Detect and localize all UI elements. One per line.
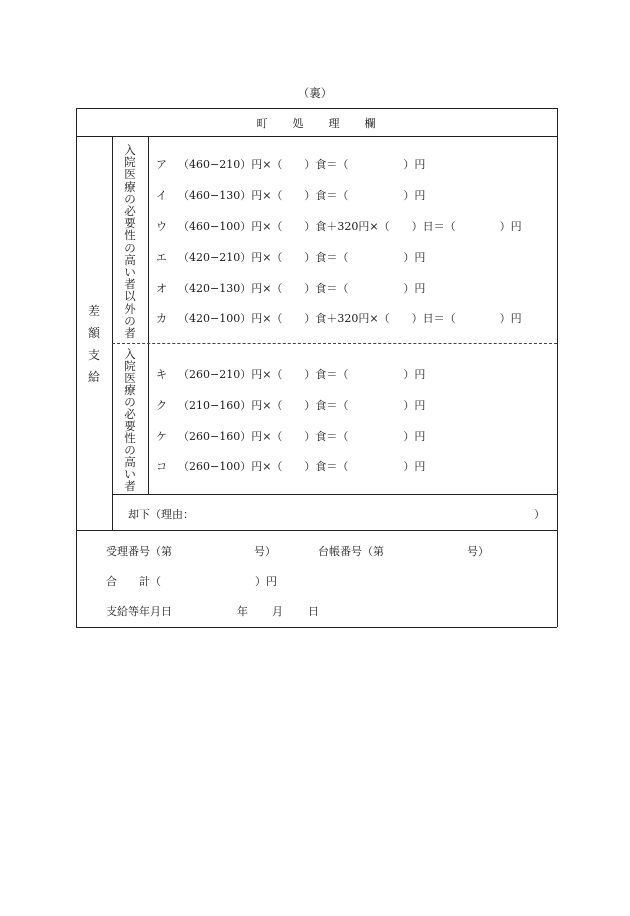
payment-date-label: 支給等年月日 (106, 605, 172, 618)
total-label: 合 計（ (106, 575, 161, 588)
receipt-number-label: 受理番号（第 (106, 545, 172, 558)
group-a-label: 入 院 医 療 の 必 要 性 の 高 い 者 以 外 の 者 (124, 143, 136, 341)
differential-payment-label: 差 額 支 給 (87, 304, 100, 384)
frame-top (76, 108, 557, 109)
group-separator (112, 343, 557, 344)
row-kana: オ (156, 282, 167, 295)
group-label-divider (148, 136, 149, 494)
ledger-number-field[interactable] (384, 541, 464, 557)
total-field[interactable] (166, 571, 254, 587)
receipt-number-suffix: 号） (254, 545, 276, 558)
rejection-close-paren: ） (534, 508, 545, 521)
rejection-top-line (112, 494, 557, 495)
row-formula[interactable]: （260−160）円×（ ）食＝（ ）円 (178, 430, 426, 443)
row-kana: ク (156, 399, 167, 412)
row-kana: イ (156, 189, 167, 202)
frame-bottom (76, 627, 557, 628)
group-b-label: 入 院 医 療 の 必 要 性 の 高 い 者 (124, 347, 136, 493)
row-formula[interactable]: （460−210）円×（ ）食＝（ ）円 (178, 158, 426, 171)
row-kana: エ (156, 251, 167, 264)
row-formula[interactable]: （460−100）円×（ ）食＋320円×（ ）日＝（ ）円 (178, 220, 522, 233)
frame-left (76, 108, 77, 627)
receipt-number-field[interactable] (172, 541, 252, 557)
page-side-label: （裏） (297, 86, 333, 100)
row-kana: ウ (156, 220, 167, 233)
frame-right (557, 108, 558, 627)
row-formula[interactable]: （260−100）円×（ ）食＝（ ）円 (178, 460, 426, 473)
row-kana: キ (156, 368, 167, 381)
row-formula[interactable]: （420−210）円×（ ）食＝（ ）円 (178, 251, 426, 264)
payment-date-month: 月 (272, 605, 283, 618)
rejection-label: 却下（理由： (128, 508, 194, 521)
total-suffix: ）円 (255, 575, 277, 588)
label-column-divider (112, 136, 113, 530)
payment-date-field[interactable] (180, 601, 320, 617)
ledger-number-label: 台帳番号（第 (318, 545, 384, 558)
row-kana: カ (156, 312, 167, 325)
section-title: 町 処 理 欄 (256, 117, 377, 130)
ledger-number-suffix: 号） (467, 545, 489, 558)
row-formula[interactable]: （460−130）円×（ ）食＝（ ）円 (178, 189, 426, 202)
row-kana: ア (156, 158, 167, 171)
row-formula[interactable]: （420−100）円×（ ）食＋320円×（ ）日＝（ ）円 (178, 312, 522, 325)
payment-date-day: 日 (308, 605, 319, 618)
payment-date-year: 年 (237, 605, 248, 618)
section-bottom-line (76, 530, 557, 531)
row-formula[interactable]: （210−160）円×（ ）食＝（ ）円 (178, 399, 426, 412)
rejection-reason-field[interactable] (190, 504, 530, 520)
row-kana: コ (156, 460, 167, 473)
row-formula[interactable]: （420−130）円×（ ）食＝（ ）円 (178, 282, 426, 295)
row-formula[interactable]: （260−210）円×（ ）食＝（ ）円 (178, 368, 426, 381)
row-kana: ケ (156, 430, 167, 443)
